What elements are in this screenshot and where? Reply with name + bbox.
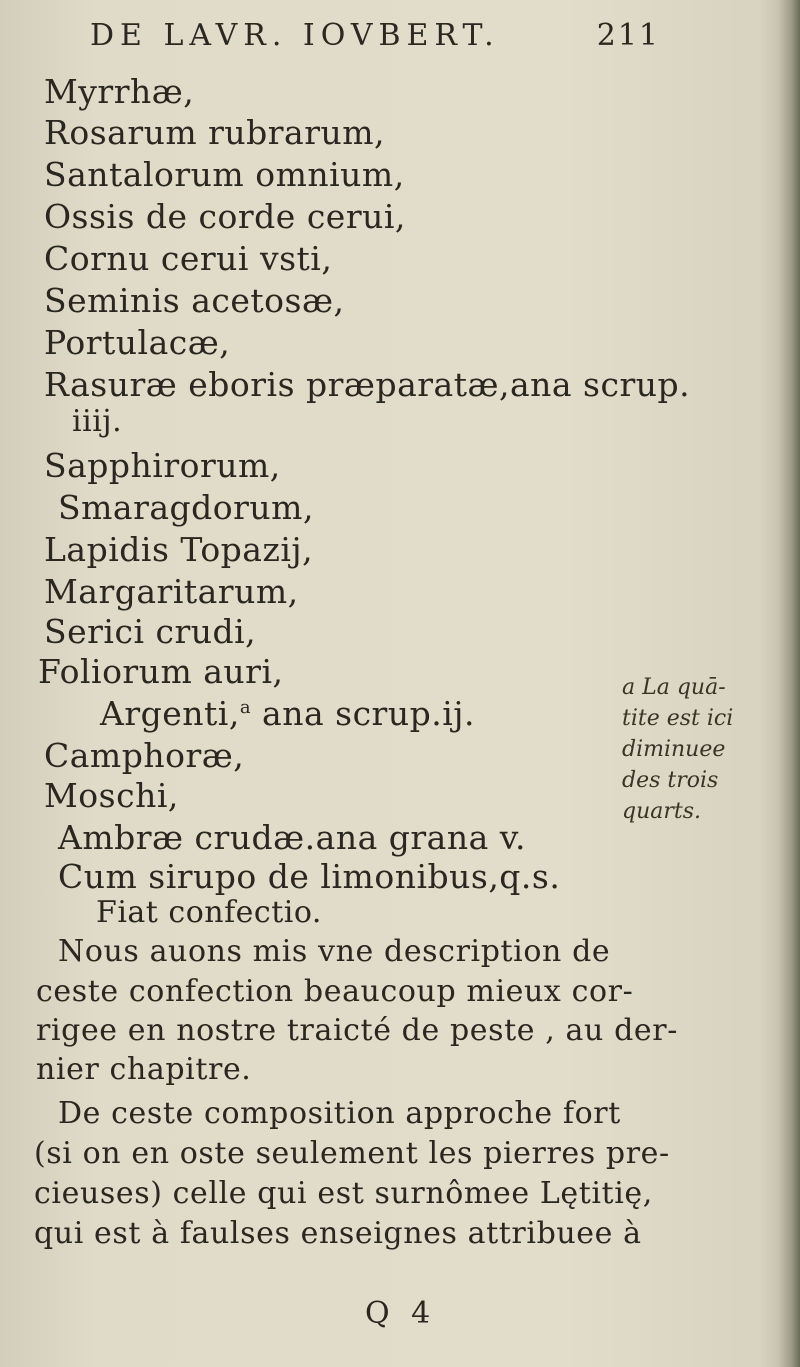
margin-note-line: tite est ici (622, 706, 734, 731)
recipe-line: Foliorum auri, (38, 652, 284, 691)
recipe-line-argenti (100, 694, 475, 733)
recipe-line: Myrrhæ, (44, 72, 195, 111)
recipe-line: iiij. (72, 404, 123, 439)
recipe-line: Ambræ crudæ.ana grana v. (58, 818, 526, 857)
recipe-line: Camphoræ, (44, 736, 245, 775)
recipe-line: Smaragdorum, (58, 488, 314, 527)
margin-note-marker: a (622, 675, 636, 700)
recipe-line: Rasuræ eboris præparatæ,ana scrup. (44, 365, 691, 404)
margin-note-text: La quā- (642, 675, 726, 700)
prose-line: cieuses) celle qui est surnômee Lętitię, (34, 1176, 653, 1211)
prose-line: qui est à faulses enseignes attribuee à (34, 1216, 642, 1251)
prose-line: Nous auons mis vne description de (58, 934, 611, 969)
prose-line: De ceste composition approche fort (58, 1096, 621, 1131)
recipe-line: Fiat confectio. (96, 895, 322, 930)
signature-mark: Q 4 (365, 1296, 437, 1331)
note-marker: a (239, 697, 252, 718)
page-number: 211 (596, 18, 660, 53)
margin-note-line-1 (622, 672, 772, 703)
recipe-line: Ossis de corde cerui, (44, 197, 406, 236)
argenti-dose: ana scrup.ij. (251, 694, 475, 733)
running-title: DE LAVR. IOVBERT. (90, 18, 500, 53)
margin-note-line: des trois (622, 768, 719, 793)
recipe-line: Santalorum omnium, (44, 155, 405, 194)
recipe-line: Seminis acetosæ, (44, 281, 345, 320)
recipe-line: Cornu cerui vsti, (44, 239, 333, 278)
running-header (90, 18, 660, 53)
prose-line: nier chapitre. (36, 1052, 252, 1087)
prose-line: (si on en oste seulement les pierres pre- (34, 1136, 670, 1171)
recipe-line: Lapidis Topazij, (44, 530, 314, 569)
prose-line: rigee en nostre traicté de peste , au der- (36, 1013, 678, 1048)
recipe-line: Sapphirorum, (44, 446, 281, 485)
margin-note-line: quarts. (622, 799, 702, 824)
recipe-line: Moschi, (44, 776, 179, 815)
recipe-line: Margaritarum, (44, 572, 299, 611)
margin-note (622, 672, 772, 827)
page-edge-shadow (778, 0, 800, 1367)
recipe-line: Cum sirupo de limonibus,q.s. (58, 857, 561, 896)
prose-line: ceste confection beaucoup mieux cor- (36, 974, 634, 1009)
margin-note-line: diminuee (622, 737, 726, 762)
recipe-line: Rosarum rubrarum, (44, 113, 386, 152)
argenti-label: Argenti, (100, 694, 240, 733)
recipe-line: Portulacæ, (44, 323, 231, 362)
recipe-line: Serici crudi, (44, 612, 257, 651)
